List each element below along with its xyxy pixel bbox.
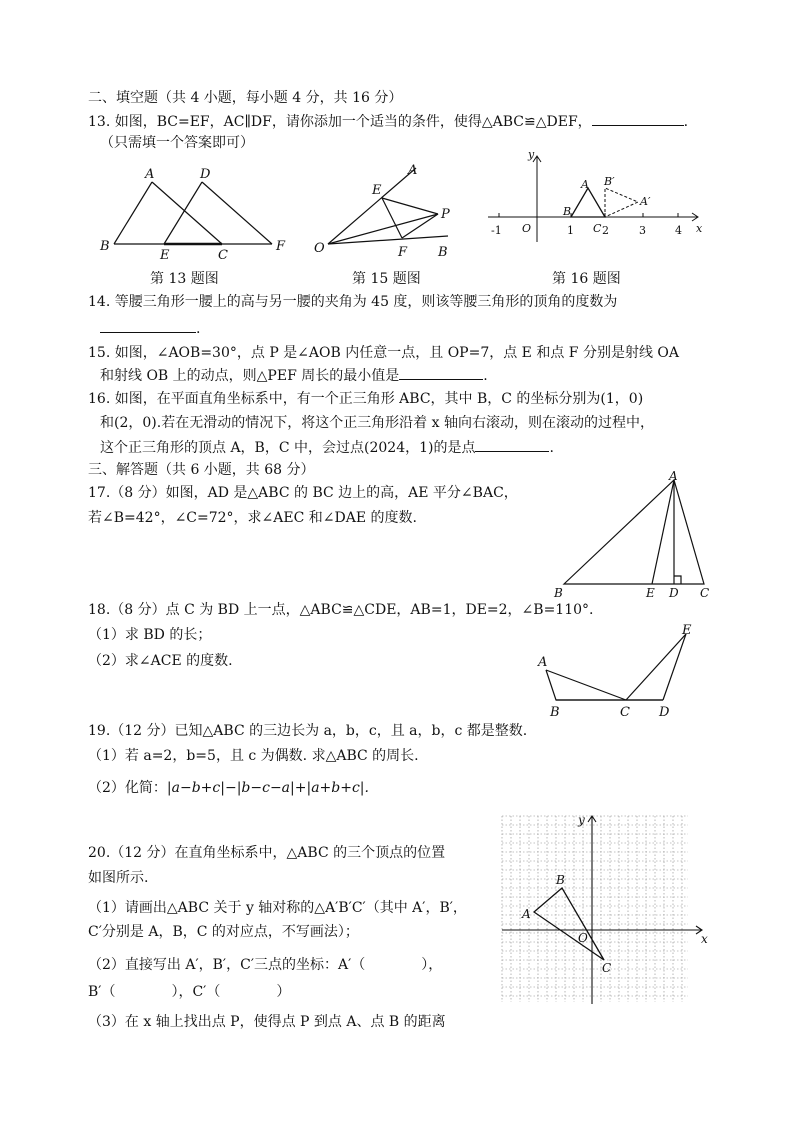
q20-sub3: （3）在 x 轴上找出点 P，使得点 P 到点 A、点 B 的距离 bbox=[88, 1014, 446, 1030]
q18-figure bbox=[532, 620, 707, 720]
tick-3: 3 bbox=[639, 224, 646, 237]
label-C: C bbox=[218, 248, 228, 263]
x-axis-label: x bbox=[701, 932, 708, 946]
label-E: E bbox=[682, 623, 692, 638]
label-B: B bbox=[100, 239, 110, 254]
label-E: E bbox=[646, 586, 655, 600]
q16-figure bbox=[480, 150, 710, 250]
label-F: F bbox=[276, 239, 286, 254]
q16-line3 bbox=[100, 437, 554, 458]
q14-end: . bbox=[196, 321, 201, 337]
triangle-ABC bbox=[571, 188, 605, 217]
label-A: A bbox=[669, 469, 678, 483]
label-A: A bbox=[408, 163, 418, 178]
label-P: P bbox=[441, 207, 450, 222]
y-axis-label: y bbox=[578, 813, 585, 827]
seg-CE bbox=[626, 634, 686, 700]
label-F: F bbox=[398, 245, 408, 260]
triangle-rolled bbox=[605, 188, 638, 217]
q15-figure-caption: 第 15 题图 bbox=[352, 271, 421, 287]
q13-answer-blank[interactable] bbox=[592, 111, 684, 126]
q20-sub2b: B′（ ），C′（ ） bbox=[88, 984, 291, 1000]
q20-grid-figure bbox=[498, 812, 710, 1012]
y-axis-label: y bbox=[528, 148, 535, 161]
label-C: C bbox=[593, 222, 602, 235]
q17-line2: 若∠B=42°，∠C=72°，求∠AEC 和∠DAE 的度数. bbox=[88, 510, 417, 526]
label-Bprime: B′ bbox=[604, 175, 615, 188]
tick-2: 2 bbox=[602, 224, 609, 237]
origin-label: O bbox=[578, 931, 588, 945]
label-D: D bbox=[659, 705, 670, 720]
label-A: A bbox=[522, 907, 531, 921]
section-3-heading: 三、解答题（共 6 小题，共 68 分） bbox=[88, 462, 315, 478]
q16-line3-text: 这个正三角形的顶点 A，B，C 中，会过点(2024，1)的是点 bbox=[100, 440, 476, 456]
q13-body: 13. 如图，BC=EF，AC∥DF，请你添加一个适当的条件，使得△ABC≌△DEF， bbox=[88, 114, 592, 130]
q16-answer-blank[interactable] bbox=[475, 437, 549, 452]
q20-sub2a: （2）直接写出 A′，B′，C′三点的坐标：A′（ ）， bbox=[88, 957, 443, 973]
label-D: D bbox=[669, 586, 679, 600]
seg-AC bbox=[152, 182, 222, 244]
q20-line1: 20.（12 分）在直角坐标系中，△ABC 的三个顶点的位置 bbox=[88, 845, 446, 861]
label-Aprime: A′ bbox=[640, 195, 651, 208]
right-angle-mark bbox=[674, 576, 681, 584]
q13-text bbox=[88, 111, 688, 132]
label-B: B bbox=[556, 873, 565, 887]
q16-figure-caption: 第 16 题图 bbox=[552, 271, 621, 287]
q14-text: 14. 等腰三角形一腰上的高与另一腰的夹角为 45 度，则该等腰三角形的顶角的度数为 bbox=[88, 294, 618, 310]
q15-line1: 15. 如图，∠AOB=30°，点 P 是∠AOB 内任意一点，且 OP=7，点 E 和点 F 分别是射线 OA bbox=[88, 345, 679, 361]
seg-DE bbox=[663, 634, 686, 700]
q18-line1: 18.（8 分）点 C 为 BD 上一点，△ABC≌△CDE，AB=1，DE=2，∠B=110°. bbox=[88, 602, 594, 618]
seg-AE bbox=[652, 480, 674, 584]
seg-BA bbox=[114, 182, 152, 244]
q15-end: . bbox=[483, 368, 488, 384]
q19-sub2-expr: |a−b+c|−|b−c−a|+|a+b+c|. bbox=[166, 780, 369, 796]
label-B: B bbox=[550, 705, 560, 720]
q19-sub1: （1）若 a=2，b=5，且 c 为偶数. 求△ABC 的周长. bbox=[88, 748, 419, 764]
label-E: E bbox=[160, 248, 170, 263]
seg-EP bbox=[382, 198, 438, 214]
q15-line2-text: 和射线 OB 上的动点，则△PEF 周长的最小值是 bbox=[100, 368, 400, 384]
q15-figure bbox=[310, 160, 470, 260]
q19-sub2 bbox=[88, 778, 369, 798]
section-2-heading: 二、填空题（共 4 小题，每小题 4 分，共 16 分） bbox=[88, 90, 403, 106]
seg-AC bbox=[546, 670, 626, 700]
q18-sub1: （1）求 BD 的长； bbox=[88, 627, 212, 643]
seg-EF bbox=[382, 198, 402, 238]
q17-line1: 17.（8 分）如图，AD 是△ABC 的 BC 边上的高，AE 平分∠BAC， bbox=[88, 485, 518, 501]
label-B: B bbox=[438, 245, 448, 260]
label-A: A bbox=[581, 178, 589, 191]
label-C: C bbox=[700, 586, 710, 600]
q13-note: （只需填一个答案即可） bbox=[100, 135, 254, 151]
q14-answer-line bbox=[100, 318, 200, 339]
label-C: C bbox=[620, 705, 630, 720]
x-axis-label: x bbox=[696, 222, 703, 235]
q17-figure bbox=[548, 470, 718, 600]
q20-sub1b: C′分别是 A，B，C 的对应点，不写画法）； bbox=[88, 924, 359, 940]
tick-4: 4 bbox=[675, 224, 682, 237]
q16-end: . bbox=[549, 440, 554, 456]
seg-FP bbox=[402, 214, 438, 238]
label-B: B bbox=[563, 205, 572, 218]
label-A: A bbox=[538, 655, 548, 670]
ray-OB bbox=[328, 236, 448, 244]
q19-sub2-label: （2）化简： bbox=[88, 780, 167, 796]
q13-figure-caption: 第 13 题图 bbox=[150, 271, 219, 287]
label-E: E bbox=[372, 183, 382, 198]
q13-end: . bbox=[683, 114, 689, 130]
q15-answer-blank[interactable] bbox=[399, 365, 483, 380]
seg-AB-BD bbox=[546, 670, 663, 700]
seg-DF bbox=[202, 182, 272, 244]
triangle-ABC bbox=[564, 480, 704, 584]
label-C: C bbox=[602, 961, 612, 975]
origin-label: O bbox=[522, 222, 532, 235]
q20-line2: 如图所示. bbox=[88, 870, 149, 886]
label-D: D bbox=[200, 167, 211, 182]
tick-neg1: -1 bbox=[491, 224, 502, 237]
q14-answer-blank[interactable] bbox=[100, 318, 196, 333]
tick-1: 1 bbox=[567, 224, 574, 237]
seg-ED bbox=[164, 182, 202, 244]
q18-sub2: （2）求∠ACE 的度数. bbox=[88, 653, 233, 669]
q19-line1: 19.（12 分）已知△ABC 的三边长为 a，b，c，且 a，b，c 都是整数. bbox=[88, 723, 528, 739]
q15-line2 bbox=[100, 365, 488, 386]
label-O: O bbox=[314, 241, 325, 256]
q16-line2: 和(2，0).若在无滑动的情况下，将这个正三角形沿着 x 轴向右滚动，则在滚动的过程中， bbox=[100, 415, 654, 431]
q16-line1: 16. 如图，在平面直角坐标系中，有一个正三角形 ABC，其中 B，C 的坐标分别为(1，0) bbox=[88, 391, 644, 407]
label-B: B bbox=[554, 586, 563, 600]
q20-sub1a: （1）请画出△ABC 关于 y 轴对称的△A′B′C′（其中 A′，B′， bbox=[88, 900, 467, 916]
q13-figure bbox=[90, 160, 300, 263]
label-A: A bbox=[145, 167, 155, 182]
